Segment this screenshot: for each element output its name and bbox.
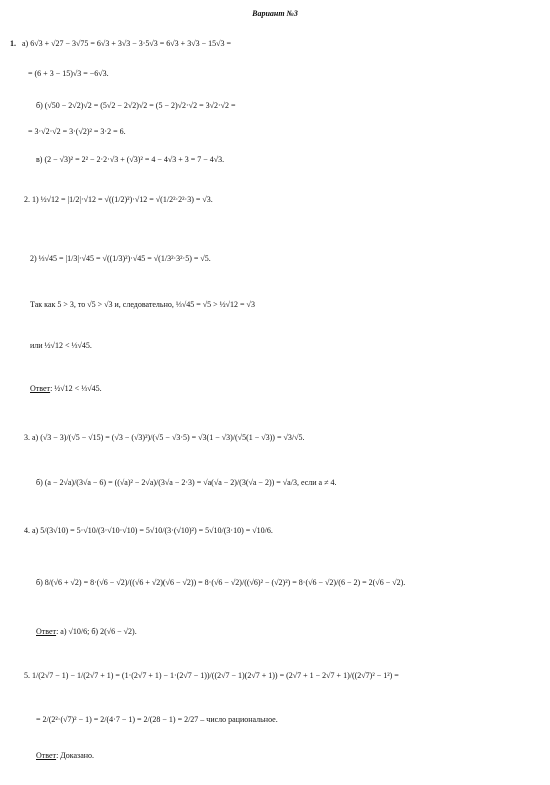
p2-answer [30,385,550,393]
p2-line3: Так как 5 > 3, то √5 > √3 и, следовательно, ⅓√45 = √5 > ½√12 = √3 [30,300,255,309]
p1b-line1: б) (√50 − 2√2)√2 = (5√2 − 2√2)√2 = (5 − 2)√2·√2 = 3√2·√2 = [36,101,236,110]
answer-label: Ответ [30,384,51,393]
p4b-line: б) 8/(√6 + √2) = 8·(√6 − √2)/((√6 + √2)(√6 − √2)) = 8·(√6 − √2)/((√6)² − (√2)²) = 8·(√6 − √2)/(6 − 2) = 2(√6 − √2). [36,578,406,587]
p3b-line: б) (a − 2√a)/(3√a − 6) = ((√a)² − 2√a)/(3√a − 2·3) = √a(√a − 2)/(3(√a − 2)) = √a/3, если a ≠ 4. [36,478,337,487]
problem-number: 1. [10,39,16,48]
p2-line4: или ½√12 < ⅓√45. [30,341,92,350]
problem-1 [10,40,550,48]
answer-text: : Доказано. [56,751,95,760]
p1a-line1: a) 6√3 + √27 − 3√75 = 6√3 + 3√3 − 3·5√3 = 6√3 + 3√3 − 15√3 = [22,39,231,48]
answer-text: : а) √10/6; б) 2(√6 − √2). [56,627,137,636]
page-title: Вариант №3 [252,9,298,18]
p4-answer [36,628,550,636]
p1b-line2: = 3·√2·√2 = 3·(√2)² = 3·2 = 6. [28,127,126,136]
p3a-line: 3. а) (√3 − 3)/(√5 − √15) = (√3 − (√3)²)/(√5 − √3·5) = √3(1 − √3)/(√5(1 − √3)) = √3/√5. [24,433,305,442]
answer-text: : ½√12 < ⅓√45. [50,384,102,393]
p2-line2: 2) ⅓√45 = |1/3|·√45 = √((1/3)²)·√45 = √(1/3²·3²·5) = √5. [30,254,211,263]
p1c-line: в) (2 − √3)² = 2² − 2·2·√3 + (√3)² = 4 − 4√3 + 3 = 7 − 4√3. [36,155,225,164]
p5-line1: 5. 1/(2√7 − 1) − 1/(2√7 + 1) = (1·(2√7 + 1) − 1·(2√7 − 1))/((2√7 − 1)(2√7 + 1)) = (2√7 + 1 − 2√7 + 1)/((2√7)² − 1²) = [24,671,399,680]
p2-line1: 2. 1) ½√12 = |1/2|·√12 = √((1/2)²)·√12 = √(1/2²·2²·3) = √3. [24,195,213,204]
p4a-line: 4. а) 5/(3√10) = 5·√10/(3·√10·√10) = 5√10/(3·(√10)²) = 5√10/(3·10) = √10/6. [24,526,273,535]
answer-label: Ответ [36,627,57,636]
p5-answer [36,752,550,760]
answer-label: Ответ [36,751,57,760]
p1a-line2: = (6 + 3 − 15)√3 = −6√3. [28,69,109,78]
p5-line2: = 2/(2²·(√7)² − 1) = 2/(4·7 − 1) = 2/(28 − 1) = 2/27 – число рациональное. [36,715,278,724]
